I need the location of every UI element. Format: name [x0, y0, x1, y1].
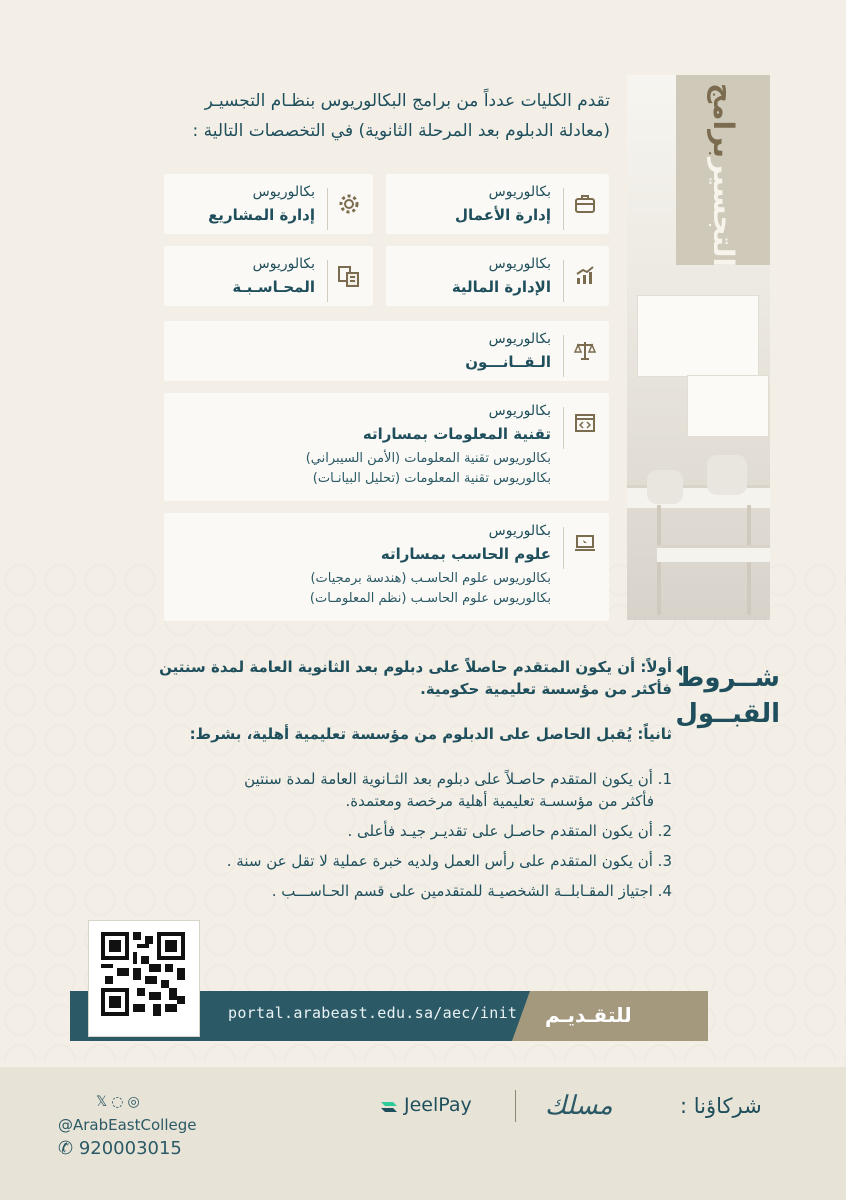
program-name: المحـاسـبـة — [232, 278, 315, 296]
condition-item-4: 4. اجتياز المقـابلــة الشخصيـة للمتقدمين على قسم الحـاســـب . — [271, 882, 672, 900]
banner-line2: التجسير — [707, 158, 740, 268]
program-label: بكالوريوس — [252, 184, 315, 200]
intro-text — [90, 86, 610, 146]
maslak-logo: مسلك — [545, 1091, 613, 1121]
intro-line1: تقدم الكليات عدداً من برامج البكالوريوس بنظـام التجسيـر — [204, 91, 610, 111]
program-name: إدارة الأعمال — [455, 206, 551, 224]
phone-icon: ✆ — [58, 1138, 79, 1159]
condition-second: ثانياً: يُقبل الحاصل على الدبلوم من مؤسسة تعليمية أهلية، بشرط: — [189, 725, 672, 743]
program-track: بكالوريوس علوم الحاسـب (هندسة برمجيات) — [310, 571, 551, 586]
jeelpay-logo-icon — [379, 1098, 399, 1116]
condition-first-line2: فأكثر من مؤسسة تعليمية حكومية. — [420, 680, 672, 698]
banner-line1: برامج — [707, 82, 740, 158]
program-label: بكالوريوس — [488, 523, 551, 539]
apply-url-link[interactable]: portal.arabeast.edu.sa/aec/init — [228, 1004, 518, 1022]
condition-first — [100, 656, 672, 700]
calculator-icon — [335, 264, 363, 292]
snapchat-icon[interactable]: ◌ — [111, 1094, 128, 1110]
laptop-icon — [571, 531, 599, 559]
program-name: الإدارة المالية — [451, 278, 551, 296]
condition-item-2: 2. أن يكون المتقدم حاصـل على تقديـر جيـد فأعلى . — [347, 822, 672, 840]
program-name: الـقــانـــون — [465, 353, 551, 371]
briefcase-icon — [571, 192, 599, 220]
chart-icon — [571, 264, 599, 292]
program-card-cs — [164, 513, 609, 621]
program-name: إدارة المشاريع — [208, 206, 315, 224]
conditions-title — [675, 660, 780, 732]
condition-item-1: 1. أن يكون المتقدم حاصـلاً على دبلوم بعد الثـانوية العامة لمدة سنتين — [244, 770, 672, 788]
condition-first-line1: أولاً: أن يكون المتقدم حاصلاً على دبلوم بعد الثانوية العامة لمدة سنتين — [159, 658, 672, 676]
social-icons — [96, 1094, 144, 1110]
program-label: بكالوريوس — [252, 256, 315, 272]
program-track: بكالوريوس تقنية المعلومات (الأمن السيبراني) — [305, 451, 551, 466]
phone-number[interactable] — [58, 1138, 182, 1159]
program-track: بكالوريوس علوم الحاسـب (نظم المعلومـات) — [309, 591, 551, 606]
conditions-title-line2: القبــول — [675, 699, 780, 729]
partner-divider — [515, 1090, 516, 1122]
program-label: بكالوريوس — [488, 256, 551, 272]
program-card-business — [386, 174, 609, 234]
conditions-title-line1: شــروط — [677, 663, 780, 693]
program-name: تقنية المعلومات بمساراته — [362, 425, 551, 443]
partners-label: شركاؤنا : — [680, 1094, 762, 1118]
program-card-law — [164, 321, 609, 381]
intro-line2: (معادلة الدبلوم بعد المرحلة الثانوية) في التخصصات التالية : — [192, 121, 610, 141]
scale-icon — [571, 339, 599, 367]
banner-title — [676, 82, 770, 268]
program-name: علوم الحاسب بمساراته — [380, 545, 551, 563]
qr-code[interactable] — [101, 932, 185, 1016]
program-card-projects — [164, 174, 373, 234]
program-card-it — [164, 393, 609, 501]
condition-list — [100, 768, 672, 902]
caret-left-icon — [676, 666, 682, 676]
condition-item-3: 3. أن يكون المتقدم على رأس العمل ولديه خبرة عملية لا تقل عن سنة . — [226, 852, 672, 870]
jeelpay-logo: JeelPay — [404, 1094, 472, 1116]
phone-number-text: 920003015 — [78, 1138, 182, 1159]
program-track: بكالوريوس تقنية المعلومات (تحليل البيانـات) — [312, 471, 551, 486]
instagram-icon[interactable]: ◎ — [127, 1094, 144, 1110]
gear-icon — [335, 192, 363, 220]
apply-label: للتقـديـم — [545, 1003, 632, 1027]
x-icon[interactable]: 𝕏 — [96, 1094, 112, 1110]
program-card-finance — [386, 246, 609, 306]
program-label: بكالوريوس — [488, 331, 551, 347]
code-window-icon — [571, 411, 599, 439]
program-label: بكالوريوس — [488, 403, 551, 419]
social-handle[interactable]: @ArabEastCollege — [58, 1116, 197, 1134]
program-card-accounting — [164, 246, 373, 306]
program-label: بكالوريوس — [488, 184, 551, 200]
condition-item-1-cont: فأكثر من مؤسسـة تعليمية أهلية مرخصة ومعتمدة. — [345, 792, 654, 810]
